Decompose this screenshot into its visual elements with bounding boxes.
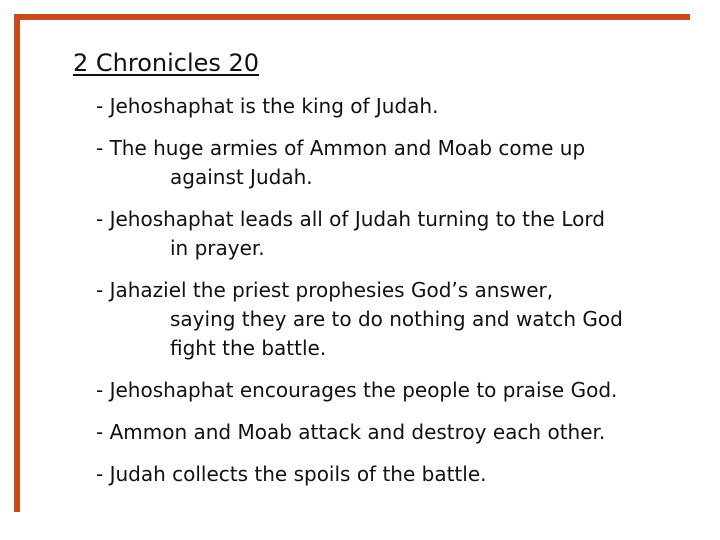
bullet-line: - The huge armies of Ammon and Moab come up [96, 136, 586, 160]
bullet-line: - Jahaziel the priest prophesies God’s answer, [96, 278, 554, 302]
bullet-line: - Jehoshaphat leads all of Judah turning to the Lord [96, 207, 605, 231]
bullet-line: - Jehoshaphat encourages the people to praise God. [96, 378, 618, 402]
bullet-line: - Judah collects the spoils of the battle. [96, 462, 487, 486]
left-accent-bar [14, 14, 20, 512]
list-item [96, 276, 676, 363]
list-item [96, 418, 676, 447]
bullet-list [96, 92, 676, 489]
list-item [96, 205, 676, 263]
list-item [96, 460, 676, 489]
list-item [96, 376, 676, 405]
bullet-line: - Jehoshaphat is the king of Judah. [96, 94, 439, 118]
list-item [96, 92, 676, 121]
bullet-line-continuation: in prayer. [170, 236, 265, 260]
bullet-line-continuation: against Judah. [170, 165, 313, 189]
top-accent-bar [14, 14, 690, 20]
bullet-line: - Ammon and Moab attack and destroy each other. [96, 420, 606, 444]
bullet-line-continuation: fight the battle. [170, 336, 327, 360]
list-item [96, 134, 676, 192]
slide-title: 2 Chronicles 20 [73, 49, 260, 77]
bullet-line-continuation: saying they are to do nothing and watch God [170, 307, 623, 331]
